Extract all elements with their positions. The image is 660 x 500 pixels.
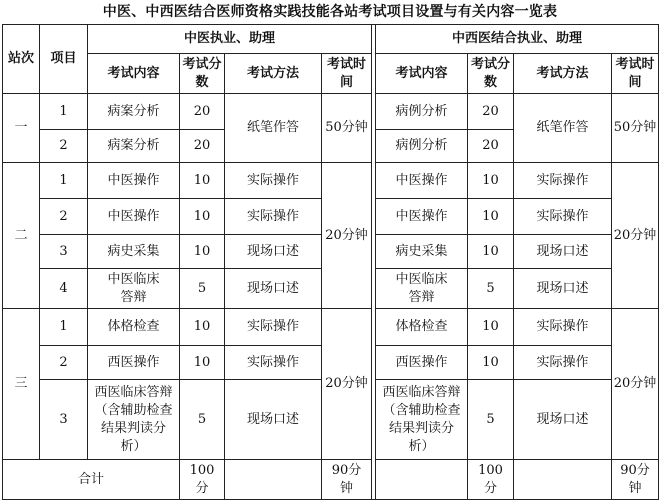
total-tcm-method <box>225 460 322 500</box>
integ-method: 现场口述 <box>514 380 612 460</box>
tcm-method: 现场口述 <box>225 269 322 309</box>
header-row-columns <box>3 54 659 94</box>
integ-method: 现场口述 <box>514 235 612 269</box>
integ-time: 20分钟 <box>612 309 659 460</box>
tcm-score: 5 <box>180 380 225 460</box>
tcm-time: 50分钟 <box>322 94 372 163</box>
header-tcm-score: 考试分数 <box>180 54 225 94</box>
integ-content: 中医操作 <box>376 199 468 235</box>
integ-content: 病例分析 <box>376 130 468 163</box>
tcm-score: 20 <box>180 94 225 130</box>
item-number: 2 <box>40 346 88 380</box>
item-number: 2 <box>40 199 88 235</box>
header-row-group <box>3 25 659 54</box>
tcm-method: 实际操作 <box>225 199 322 235</box>
integ-score: 10 <box>468 199 514 235</box>
tcm-method: 实际操作 <box>225 309 322 346</box>
total-integ-time: 90分钟 <box>612 460 659 500</box>
total-row <box>3 460 659 500</box>
item-number: 2 <box>40 130 88 163</box>
tcm-method: 现场口述 <box>225 235 322 269</box>
integ-method: 现场口述 <box>514 269 612 309</box>
tcm-score: 10 <box>180 235 225 269</box>
header-integ-score: 考试分数 <box>468 54 514 94</box>
integ-score: 20 <box>468 130 514 163</box>
tcm-content: 中医操作 <box>88 163 180 199</box>
item-number: 3 <box>40 235 88 269</box>
tcm-time: 20分钟 <box>322 309 372 460</box>
total-label: 合计 <box>3 460 180 500</box>
table-row <box>3 94 659 130</box>
integ-score: 10 <box>468 235 514 269</box>
header-tcm-group: 中医执业、助理 <box>88 25 372 54</box>
integ-time: 50分钟 <box>612 94 659 163</box>
integ-score: 10 <box>468 346 514 380</box>
header-item: 项目 <box>40 25 88 94</box>
total-integ-method <box>514 460 612 500</box>
integ-score: 5 <box>468 269 514 309</box>
tcm-content: 西医操作 <box>88 346 180 380</box>
exam-table <box>2 24 659 500</box>
item-number: 1 <box>40 94 88 130</box>
tcm-method: 现场口述 <box>225 380 322 460</box>
header-tcm-time: 考试时间 <box>322 54 372 94</box>
tcm-content: 病案分析 <box>88 94 180 130</box>
tcm-method: 实际操作 <box>225 163 322 199</box>
integ-method: 实际操作 <box>514 163 612 199</box>
page-title: 中医、中西医结合医师资格实践技能各站考试项目设置与有关内容一览表 <box>102 4 558 20</box>
integ-score: 10 <box>468 163 514 199</box>
integ-content: 中医临床答辩 <box>376 269 468 309</box>
tcm-content: 西医临床答辩（含辅助检查结果判读分析） <box>88 380 180 460</box>
total-integ-content <box>376 460 468 500</box>
header-integ-time: 考试时间 <box>612 54 659 94</box>
header-tcm-method: 考试方法 <box>225 54 322 94</box>
header-integ-content: 考试内容 <box>376 54 468 94</box>
integ-method: 实际操作 <box>514 199 612 235</box>
integ-time: 20分钟 <box>612 163 659 309</box>
integ-content: 西医临床答辩（含辅助检查结果判读分析） <box>376 380 468 460</box>
tcm-score: 10 <box>180 199 225 235</box>
integ-content: 病史采集 <box>376 235 468 269</box>
tcm-content: 病史采集 <box>88 235 180 269</box>
table-row <box>3 309 659 346</box>
item-number: 1 <box>40 163 88 199</box>
item-number: 3 <box>40 380 88 460</box>
integ-content: 西医操作 <box>376 346 468 380</box>
tcm-score: 10 <box>180 309 225 346</box>
integ-method: 实际操作 <box>514 309 612 346</box>
station-label: 一 <box>3 94 40 163</box>
total-integ-score: 100分 <box>468 460 514 500</box>
integ-score: 20 <box>468 94 514 130</box>
tcm-score: 10 <box>180 346 225 380</box>
tcm-content: 中医操作 <box>88 199 180 235</box>
header-integ-method: 考试方法 <box>514 54 612 94</box>
tcm-score: 20 <box>180 130 225 163</box>
tcm-content: 病案分析 <box>88 130 180 163</box>
item-number: 4 <box>40 269 88 309</box>
tcm-content: 体格检查 <box>88 309 180 346</box>
tcm-content: 中医临床答辩 <box>88 269 180 309</box>
header-station: 站次 <box>3 25 40 94</box>
tcm-time: 20分钟 <box>322 163 372 309</box>
item-number: 1 <box>40 309 88 346</box>
total-tcm-score: 100分 <box>180 460 225 500</box>
integ-method: 纸笔作答 <box>514 94 612 163</box>
integ-score: 5 <box>468 380 514 460</box>
integ-score: 10 <box>468 309 514 346</box>
header-tcm-content: 考试内容 <box>88 54 180 94</box>
integ-content: 病例分析 <box>376 94 468 130</box>
integ-method: 实际操作 <box>514 346 612 380</box>
integ-content: 体格检查 <box>376 309 468 346</box>
tcm-score: 5 <box>180 269 225 309</box>
station-label: 三 <box>3 309 40 460</box>
total-tcm-time: 90分钟 <box>322 460 372 500</box>
header-integ-group: 中西医结合执业、助理 <box>376 25 659 54</box>
tcm-method: 纸笔作答 <box>225 94 322 163</box>
station-label: 二 <box>3 163 40 309</box>
tcm-score: 10 <box>180 163 225 199</box>
tcm-method: 实际操作 <box>225 346 322 380</box>
table-row <box>3 163 659 199</box>
integ-content: 中医操作 <box>376 163 468 199</box>
